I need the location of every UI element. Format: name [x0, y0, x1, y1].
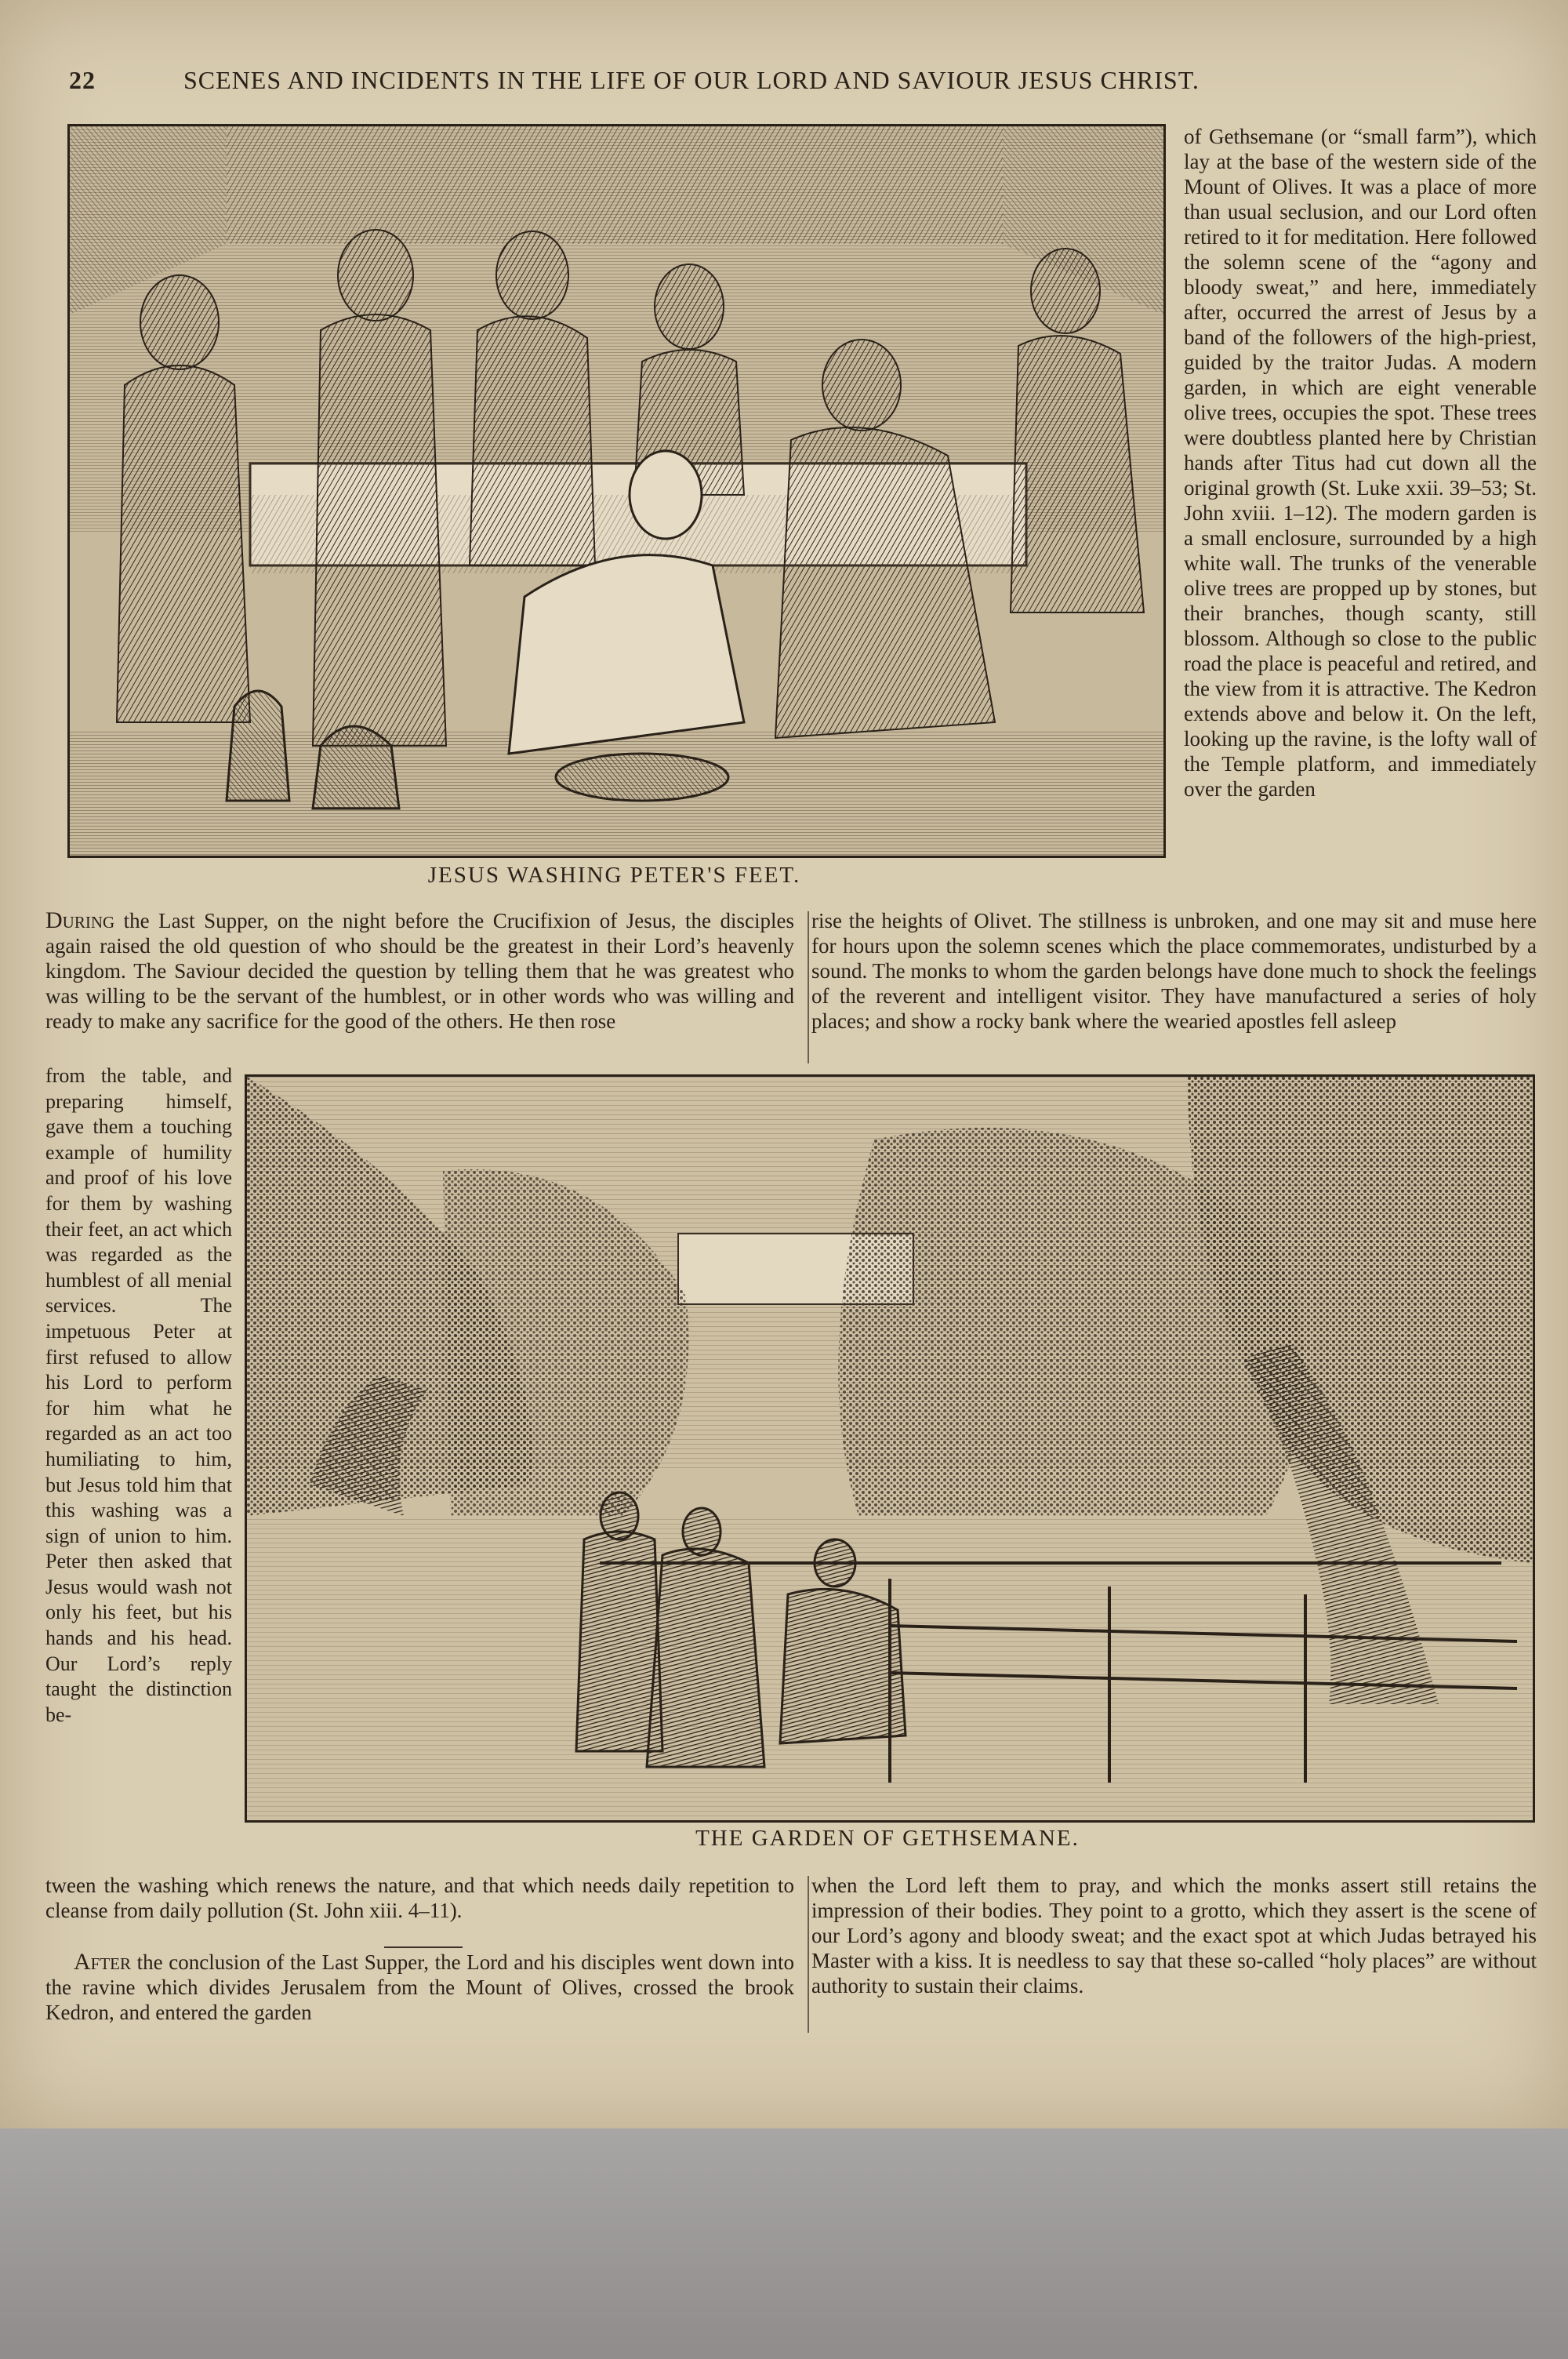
- paragraph-lead-word: During: [45, 907, 115, 933]
- paragraph-after-supper: [45, 1950, 794, 2025]
- column-divider-middle: [808, 911, 809, 1063]
- paragraph-holy-places: when the Lord left them to pray, and which the monks assert still retains the impression of their bodies. They point to a grotto, which they assert is the scene of our Lord’s agony and bloody sweat; and the exact spot at which Judas betrayed his Master with a kiss. It is needless to say that these so-called “holy places” are without authority to sustain their claims.: [811, 1874, 1537, 1997]
- running-title: SCENES AND INCIDENTS IN THE LIFE OF OUR LORD AND SAVIOUR JESUS CHRIST.: [183, 66, 1200, 94]
- page-number: 22: [69, 66, 96, 94]
- illustration-garden-gethsemane: [245, 1074, 1535, 1823]
- text-right-bottom: [811, 1873, 1537, 1998]
- paragraph-gethsemane-description: of Gethsemane (or “small farm”), which lay at the base of the western side of the Mount of Olives. It was a place of more than usual seclusion, and our Lord often retired to it for meditation. Here followed the solemn scene of the “agony and bloody sweat,” and here, immediately after, occurred the arrest of Jesus by a band of the followers of the high-priest, guided by the traitor Judas. A modern garden, in which are eight venerable olive trees, occupies the spot. These trees were doubtless planted here by Christian hands after Titus had cut down all the original growth (St. Luke xxii. 39–53; St. John xviii. 1–12). The modern garden is a small enclosure, surrounded by a high white wall. The trunks of the venerable olive trees are propped up by stones, but their branches, though scanty, still blossom. Although so close to the public road the place is peaceful and retired, and the view from it is attractive. The Kedron extends above and below it. On the left, looking up the ravine, is the lofty wall of the Temple platform, and immediately over the garden: [1184, 125, 1537, 801]
- caption-washing-feet: JESUS WASHING PETER'S FEET.: [427, 863, 801, 888]
- paragraph-humility: from the table, and preparing himself, gave them a touching example of humility and proof of his love for them by washing their feet, an act which was regarded as the humblest of all menial services. The impetuous Peter at first refused to allow his Lord to perform for him what he regarded as an act too humiliating to him, but Jesus told him that this washing was a sign of union to him. Peter then asked that Jesus would wash not only his feet, but his hands and his head. Our Lord’s reply taught the distinction be-: [45, 1064, 232, 1726]
- paragraph-after-supper-body: the conclusion of the Last Supper, the Lord and his disciples went down into the ravine which divides Jerusalem from the Mount of Olives, crossed the brook Kedron, and entered the garden: [45, 1950, 794, 2024]
- caption-garden: THE GARDEN OF GETHSEMANE.: [695, 1826, 1080, 1851]
- paragraph-lead-word-after: After: [74, 1949, 132, 1975]
- illustration-washing-feet: [67, 124, 1166, 858]
- text-left-narrow: [45, 1063, 232, 1728]
- text-left-bottom: [45, 1873, 794, 2025]
- text-right-middle: [811, 908, 1537, 1034]
- paragraph-olivet: rise the heights of Olivet. The stillness is unbroken, and one may sit and muse here for hours upon the solemn scenes which the place commemorates, undisturbed by a sound. The monks to whom the garden belongs have done much to shock the feelings of the reverent and intelligent visitor. They have manufactured a series of holy places; and show a rocky bank where the wearied apostles fell asleep: [811, 909, 1537, 1033]
- paragraph-last-supper: [45, 908, 794, 1034]
- engraving-washing-feet: [70, 126, 1163, 856]
- background-surface: [0, 2128, 1568, 2359]
- column-divider-bottom: [808, 1876, 809, 2033]
- section-rule: [384, 1946, 463, 1948]
- engraving-garden: [247, 1077, 1533, 1820]
- paragraph-washing-distinction: tween the washing which renews the nature, and that which needs daily repetition to cleanse from daily pollution (St. John xiii. 4–11).: [45, 1874, 794, 1922]
- text-left-middle: [45, 908, 794, 1034]
- paragraph-last-supper-body: the Last Supper, on the night before the Crucifixion of Jesus, the disciples again raised the old question of who should be the greatest in their Lord’s heavenly kingdom. The Saviour decided the question by telling them that he was greatest who was willing to be the servant of the humblest, or in other words who was willing and ready to make any sacrifice for the good of the others. He then rose: [45, 909, 794, 1033]
- text-right-top: [1184, 124, 1537, 801]
- page-header: [69, 66, 1502, 105]
